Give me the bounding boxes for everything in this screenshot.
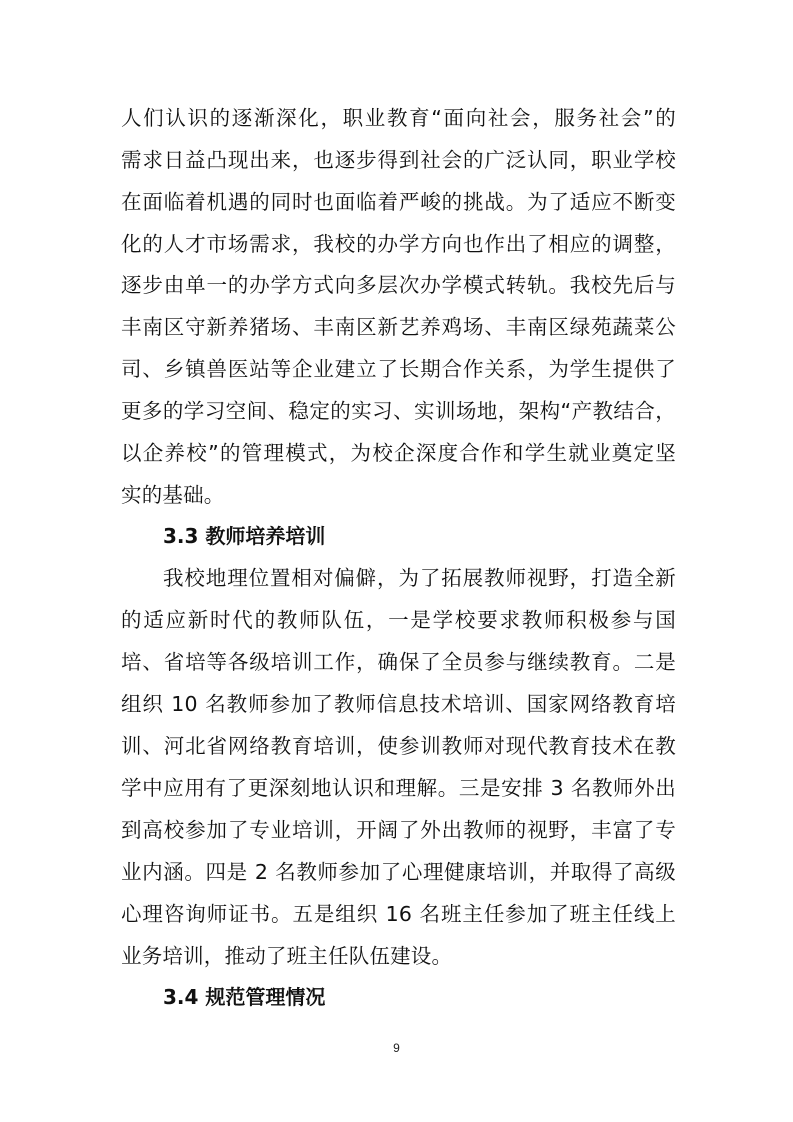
section-heading-3-4: 3.4 规范管理情况 [163,985,326,1009]
paragraph-line: 需求日益凸现出来，也逐步得到社会的广泛认同，职业学校 [121,148,676,172]
paragraph-line: 训、河北省网络教育培训，使参训教师对现代教育技术在教 [121,734,676,758]
paragraph-line: 丰南区守新养猪场、丰南区新艺养鸡场、丰南区绿苑蔬菜公 [121,315,676,339]
paragraph-line: 更多的学习空间、稳定的实习、实训场地，架构“产教结合， [121,399,676,423]
paragraph-line: 学中应用有了更深刻地认识和理解。三是安排 3 名教师外出 [121,776,676,800]
paragraph-line: 业务培训，推动了班主任队伍建设。 [121,944,453,968]
paragraph-line: 的适应新时代的教师队伍，一是学校要求教师积极参与国 [121,608,676,632]
section-heading-3-3: 3.3 教师培养培训 [163,524,326,548]
paragraph-line: 心理咨询师证书。五是组织 16 名班主任参加了班主任线上 [121,902,676,926]
paragraph-line: 化的人才市场需求，我校的办学方向也作出了相应的调整， [121,232,676,256]
paragraph-line: 在面临着机遇的同时也面临着严峻的挑战。为了适应不断变 [121,190,676,214]
paragraph-line: 司、乡镇兽医站等企业建立了长期合作关系，为学生提供了 [121,357,676,381]
paragraph-line: 到高校参加了专业培训，开阔了外出教师的视野，丰富了专 [121,818,676,842]
paragraph-line: 以企养校”的管理模式，为校企深度合作和学生就业奠定坚 [121,441,676,465]
paragraph-line: 我校地理位置相对偏僻，为了拓展教师视野，打造全新 [163,566,676,590]
page-number: 9 [393,1041,400,1055]
paragraph-line: 人们认识的逐渐深化，职业教育“面向社会，服务社会”的 [121,106,676,130]
paragraph-line: 培、省培等各级培训工作，确保了全员参与继续教育。二是 [121,650,676,674]
paragraph-line: 业内涵。四是 2 名教师参加了心理健康培训，并取得了高级 [121,860,676,884]
paragraph-line: 组织 10 名教师参加了教师信息技术培训、国家网络教育培 [121,692,676,716]
paragraph-line: 逐步由单一的办学方式向多层次办学模式转轨。我校先后与 [121,273,676,297]
paragraph-line: 实的基础。 [121,483,225,507]
